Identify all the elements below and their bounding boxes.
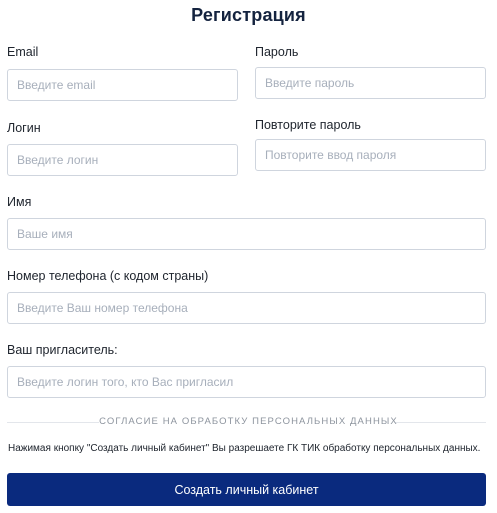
name-label: Имя: [7, 195, 32, 209]
email-field[interactable]: [7, 69, 238, 101]
email-label: Email: [7, 45, 39, 59]
login-label: Логин: [7, 121, 41, 135]
create-account-button[interactable]: Создать личный кабинет: [7, 473, 486, 506]
name-field[interactable]: [7, 218, 486, 250]
password-repeat-field[interactable]: [255, 139, 486, 171]
inviter-field[interactable]: [7, 366, 486, 398]
consent-heading: СОГЛАСИЕ НА ОБРАБОТКУ ПЕРСОНАЛЬНЫХ ДАННЫХ: [99, 416, 398, 427]
password-repeat-label: Повторите пароль: [255, 118, 361, 132]
password-field[interactable]: [255, 67, 486, 99]
phone-label: Номер телефона (с кодом страны): [7, 269, 209, 283]
login-field[interactable]: [7, 144, 238, 176]
phone-field[interactable]: [7, 292, 486, 324]
consent-text: Нажимая кнопку "Создать личный кабинет" Вы разрешаете ГК ТИК обработку персональных данных.: [8, 443, 481, 454]
inviter-label: Ваш пригласитель:: [7, 343, 118, 357]
page-title: Регистрация: [191, 5, 306, 25]
password-label: Пароль: [255, 45, 299, 59]
